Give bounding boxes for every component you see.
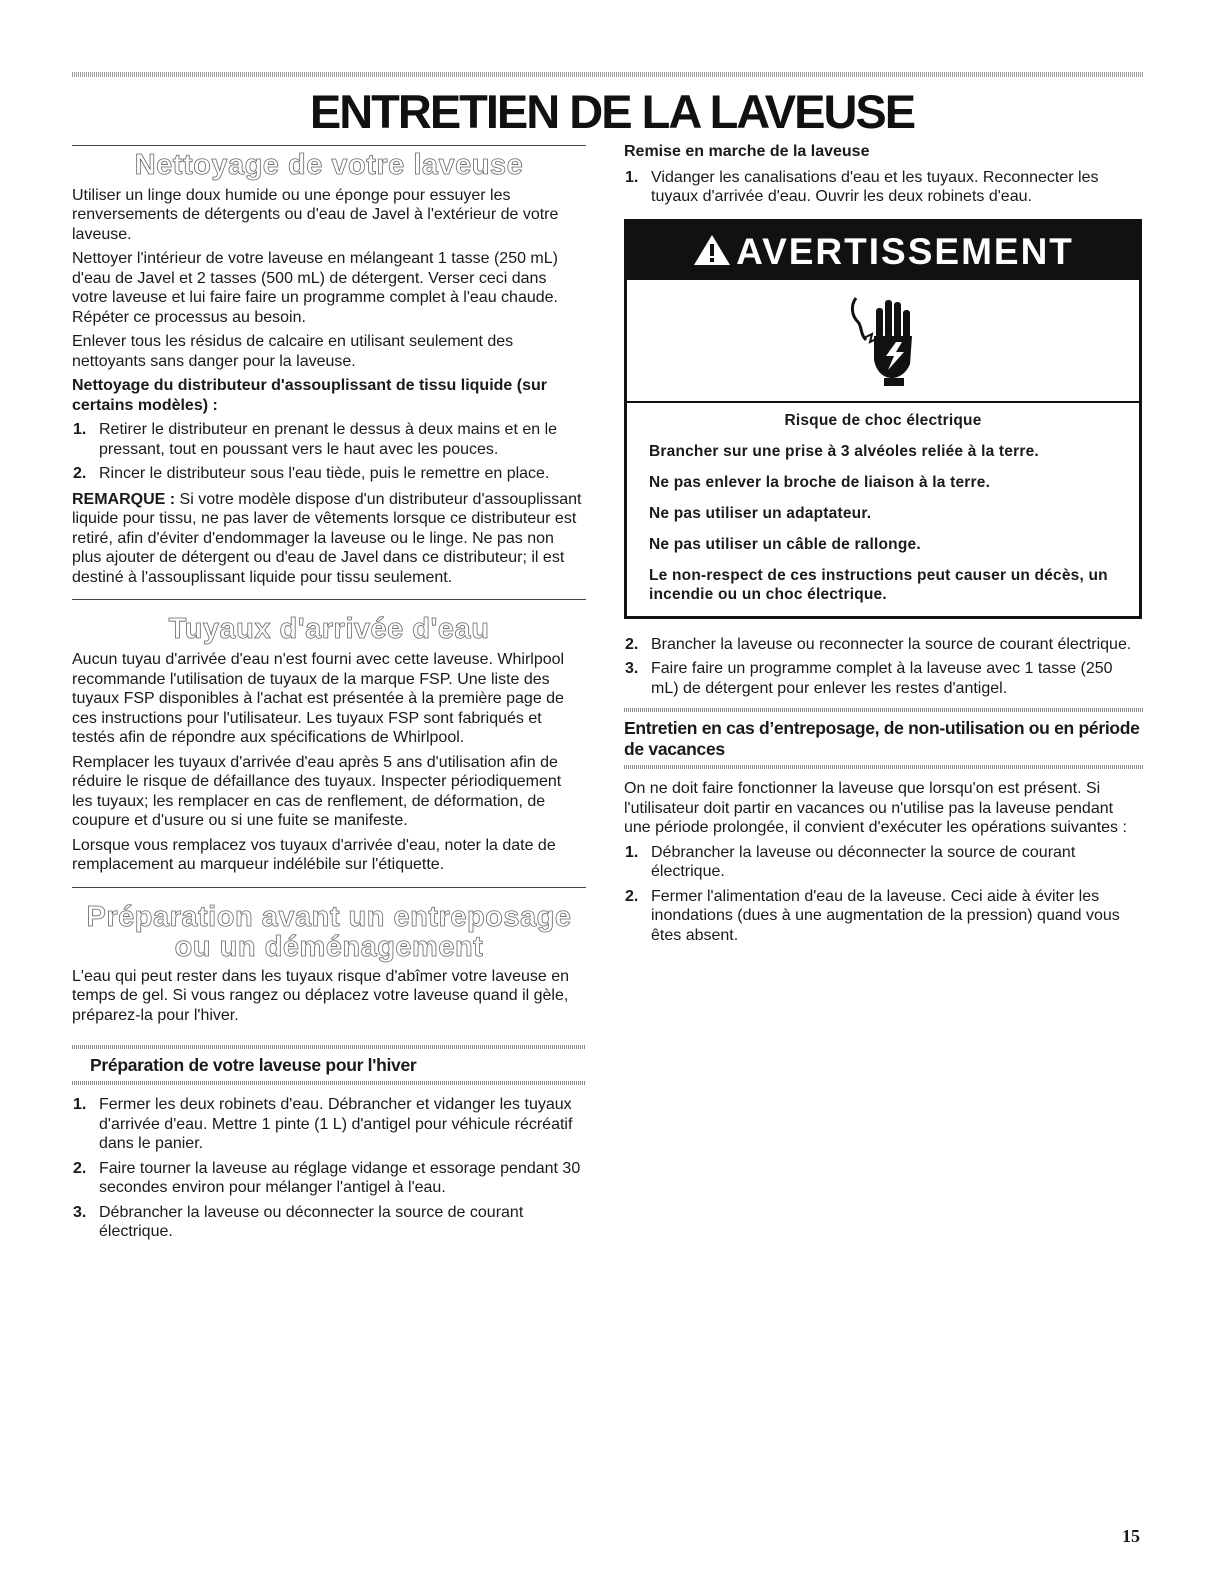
step-text: Débrancher la laveuse ou déconnecter la source de courant électrique. [99,1203,524,1241]
section-rule [72,145,586,146]
hatch-line [72,1081,586,1085]
note-paragraph [72,490,586,588]
vacation-heading: Entretien en cas d’entreposage, de non-utilisation ou en période de vacances [624,718,1140,759]
warning-consequence: Le non-respect de ces instructions peut causer un décès, un incendie ou un choc électrique. [649,566,1108,603]
dispenser-heading: Nettoyage du distributeur d'assouplissant de tissu liquide (sur certains modèles) : [72,377,547,414]
restart-steps-a [624,168,1144,207]
warning-box [624,219,1142,619]
warning-header [627,222,1139,280]
step-text: Faire faire un programme complet à la laveuse avec 1 tasse (250 mL) de détergent pour enlever les restes d'antigel. [651,660,1113,697]
step-number: 1. [73,421,87,439]
cleaning-paragraph-1: Utiliser un linge doux humide ou une éponge pour essuyer les renversements de détergents ou d'eau de Javel à l'extérieur de votre laveuse. [72,186,559,243]
list-item [624,168,1144,207]
step-text: Rincer le distributeur sous l'eau tiède, puis le remettre en place. [99,465,550,483]
vacation-paragraph: On ne doit faire fonctionner la laveuse que lorsqu'on est présent. Si l'utilisateur doit partir en vacances ou n'utilise pas la laveuse pendant une période prolongée, il convient d'exécuter les opérations suivantes : [624,780,1127,836]
hoses-paragraph-1: Aucun tuyau d'arrivée d'eau n'est fourni avec cette laveuse. Whirlpool recommande l'utilisation de tuyaux de la marque FSP. Une liste des tuyaux FSP disponibles à l'achat est présentée à la première page de ces instructions pour l'utilisateur. Les tuyaux FSP sont fabriqués et testés afin de répondre aux spécifications de Whirlpool. [72,651,565,747]
list-item [624,659,1144,698]
step-number: 2. [73,465,87,483]
page-title: ENTRETIEN DE LA LAVEUSE [309,85,915,138]
hoses-paragraph-3: Lorsque vous remplacez vos tuyaux d'arrivée d'eau, noter la date de remplacement au marqueur indélébile sur l'étiquette. [72,836,556,874]
dispenser-steps [72,420,586,484]
step-number: 3. [73,1203,87,1221]
warning-title: AVERTISSEMENT [736,230,1074,272]
section-rule [72,599,586,600]
step-text: Vidanger les canalisations d'eau et les tuyaux. Reconnecter les tuyaux d'arrivée d'eau. Ouvrir les deux robinets d'eau. [651,168,1099,205]
list-item [72,1203,586,1242]
right-column [624,142,1144,951]
warning-triangle-icon [692,233,732,267]
step-text: Fermer l'alimentation d'eau de la laveuse. Ceci aide à éviter les inondations (dues à une augmentation de la pression) quand vous êtes absent. [651,887,1120,944]
winter-subheading [72,1045,586,1085]
step-number: 1. [73,1096,87,1114]
top-hatch-rule [72,72,1144,77]
step-number: 2. [625,887,639,905]
warning-line: Brancher sur une prise à 3 alvéoles reliée à la terre. [649,442,1039,460]
winter-heading: Préparation de votre laveuse pour l'hiver [90,1055,417,1076]
step-number: 2. [73,1159,87,1177]
section-rule [72,887,586,888]
vacation-subheading [624,708,1144,769]
step-number: 1. [625,843,639,861]
hatch-line [624,765,1144,769]
step-text: Débrancher la laveuse ou déconnecter la source de courant électrique. [651,843,1076,880]
hoses-paragraph-2: Remplacer les tuyaux d'arrivée d'eau après 5 ans d'utilisation afin de réduire le risque de défaillance des tuyaux. Inspecter périodiquement les tuyaux; les remplacer en cas de renflement, de déformation, de coupure et d'usure ou si une fuite se manifeste. [72,753,562,830]
note-text: Si votre modèle dispose d'un distributeur d'assouplissant liquide pour tissu, ne pas laver de vêtements lorsque ce distributeur est retiré, afin d'éviter d'endommager la laveuse ou le linge. Ne pas non plus ajouter de détergent ou d'eau de Javel dans ce distributeur; il est destiné à l'assouplissant liquide pour tissu seulement. [72,490,582,586]
step-number: 1. [625,168,639,186]
hoses-heading: Tuyaux d'arrivée d'eau [168,613,490,646]
step-text: Fermer les deux robinets d'eau. Débrancher et vidanger les tuyaux d'arrivée d'eau. Mettre 1 pinte (1 L) d'antigel pour véhicule récréatif dans le panier. [99,1096,573,1153]
note-label: REMARQUE : [72,490,176,508]
step-number: 3. [625,660,639,677]
restart-steps-b [624,635,1144,699]
list-item [624,843,1144,882]
warning-line: Ne pas enlever la broche de liaison à la terre. [649,473,991,491]
list-item [72,420,586,459]
restart-heading: Remise en marche de la laveuse [624,143,870,160]
page-number: 15 [1122,1526,1140,1546]
storage-heading: Préparation avant un entreposage ou un déménagement [86,900,572,964]
winter-steps [72,1095,586,1242]
warning-risk: Risque de choc électrique [784,411,982,429]
cleaning-paragraph-3: Enlever tous les résidus de calcaire en utilisant seulement des nettoyants sans danger pour la laveuse. [72,333,514,370]
list-item [72,1159,586,1198]
left-column [72,145,586,1248]
storage-paragraph: L'eau qui peut rester dans les tuyaux risque d'abîmer votre laveuse en temps de gel. Si vous rangez ou déplacez votre laveuse quand il gèle, préparez-la pour l'hiver. [72,967,570,1024]
warning-line: Ne pas utiliser un câble de rallonge. [649,535,921,553]
list-item [72,464,586,484]
step-text: Retirer le distributeur en prenant le dessus à deux mains et en le pressant, tout en poussant vers le haut avec les pouces. [99,421,558,458]
vacation-steps [624,843,1144,946]
list-item [72,1095,586,1154]
step-number: 2. [625,635,639,653]
shock-icon-area [627,280,1139,403]
warning-line: Ne pas utiliser un adaptateur. [649,504,872,522]
step-text: Brancher la laveuse ou reconnecter la source de courant électrique. [651,635,1132,653]
electric-shock-hand-icon [848,292,918,388]
cleaning-heading: Nettoyage de votre laveuse [134,149,524,181]
step-text: Faire tourner la laveuse au réglage vidange et essorage pendant 30 secondes environ pour mélanger l'antigel à l'eau. [99,1159,581,1197]
list-item [624,887,1144,946]
list-item [624,635,1144,655]
warning-body [627,403,1139,616]
cleaning-paragraph-2: Nettoyer l'intérieur de votre laveuse en mélangeant 1 tasse (250 mL) d'eau de Javel et 2 tasses (500 mL) de détergent. Verser ceci dans votre laveuse et lui faire faire un programme complet à l'eau chaude. Répéter ce processus au besoin. [72,250,558,326]
